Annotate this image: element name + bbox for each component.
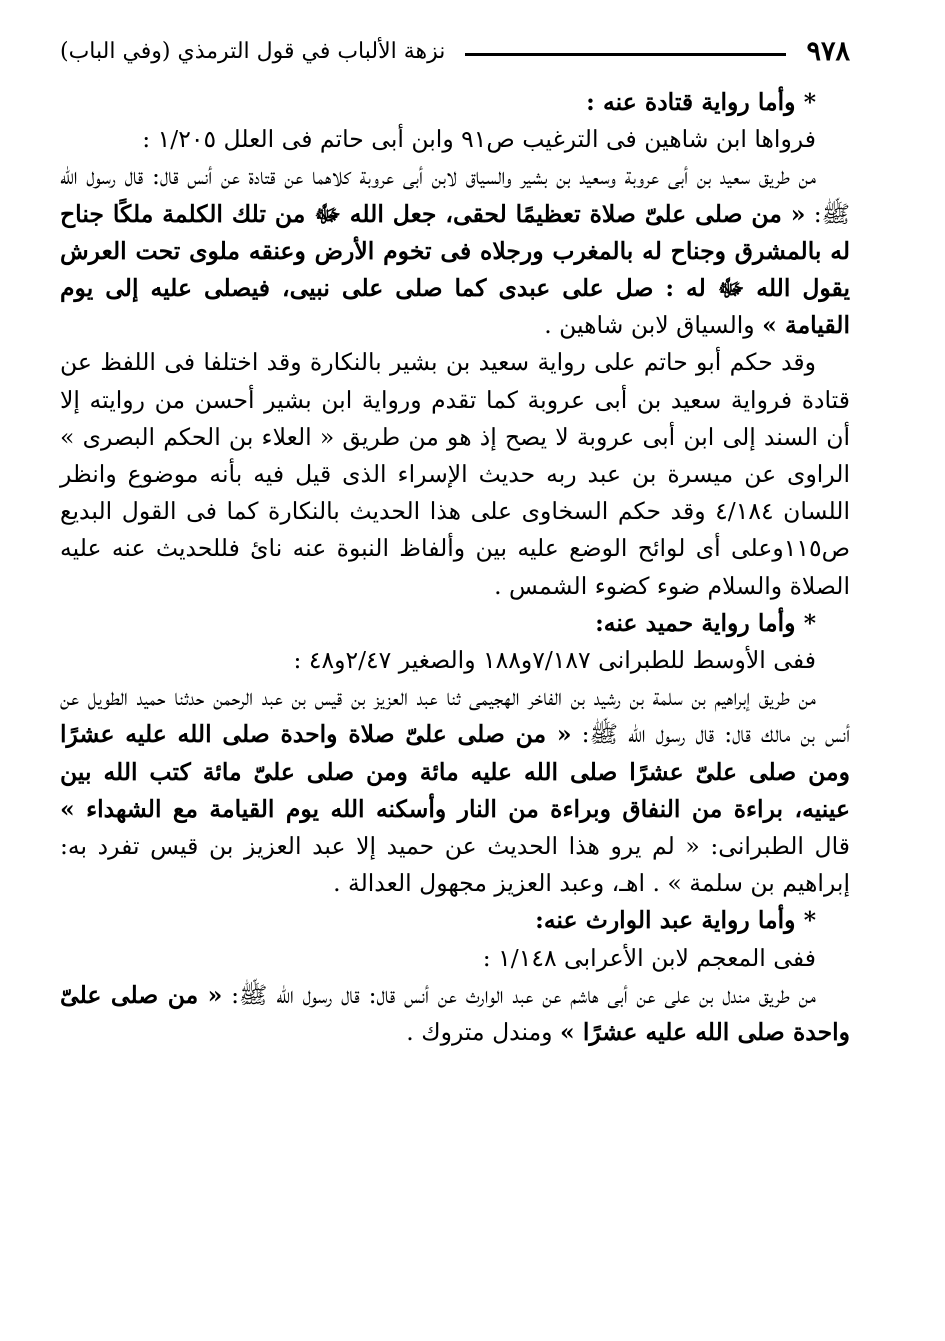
running-header bbox=[60, 28, 850, 76]
commentary-text: والسياق لابن شاهين . bbox=[544, 311, 763, 340]
hadith-paragraph-qatada bbox=[60, 158, 850, 344]
isnad-text: من طريق مندل بن على عن أبى هاشم عن عبد الوارث عن أنس قال: قال رسول الله ﷺ: bbox=[222, 980, 816, 1009]
running-title: نزهة الألباب في قول الترمذي (وفي الباب) bbox=[60, 39, 446, 64]
isnad-text: من طريق سعيد بن أبى عروبة وسعيد بن بشير والسياق لابن أبى عروبة كلاهما عن قتادة عن أنس قال: قال رسول الله ﷺ: bbox=[60, 162, 851, 228]
analysis-paragraph-qatada: وقد حكم أبو حاتم على رواية سعيد بن بشير بالنكارة وقد اختلفا فى اللفظ عن قتادة فرواية سعيد بن أبى عروبة كما تقدم ورواية ابن بشير أحسن من روايته إلا أن السند إلى ابن أبى عروبة لا يصح إذ هو من طريق « العلاء بن الحكم البصرى » الراوى عن ميسرة بن عبد ربه حديث الإسراء الذى قيل فيه بأنه موضوع وانظر اللسان ٤/١٨٤ وقد حكم السخاوى على هذا الحديث بالنكارة كما فى القول البديع ص١١٥وعلى أى لوائح الوضع عليه بين وألفاظ النبوة عنه نائ فللحديث عنه عليه الصلاة والسلام ضوء كضوء الشمس . bbox=[60, 348, 850, 600]
commentary-text: قال الطبرانى: « لم يرو هذا الحديث عن حميد إلا عبد العزيز بن قيس تفرد به: إبراهيم بن سلمة » . اهـ، وعبد العزيز مجهول العدالة . bbox=[60, 832, 850, 898]
isnad-text: من طريق إبراهيم بن سلمة بن رشيد بن الفاخر الهجيمى ثنا عبد العزيز بن قيس بن عبد الرحمن حدثنا حميد الطويل عن أنس بن مالك قال: قال رسول الله ﷺ: bbox=[60, 683, 851, 749]
hadith-paragraph-humayd bbox=[60, 679, 850, 902]
source-citation-abd-al-warith: ففى المعجم لابن الأعرابى ١/١٤٨ : bbox=[482, 943, 816, 972]
commentary-text: ومندل متروك . bbox=[406, 1018, 560, 1047]
header-rule bbox=[465, 53, 786, 56]
source-citation-qatada: فرواها ابن شاهين فى الترغيب ص٩١ وابن أبى حاتم فى العلل ١/٢٠٥ : bbox=[142, 125, 816, 154]
book-page bbox=[60, 28, 850, 1318]
hadith-matn: « من صلى علىّ صلاة واحدة صلى الله عليه عشرًا ومن صلى علىّ عشرًا صلى الله عليه مائة ومن صلى علىّ مائة كتب الله بين عينيه، براءة من النفاق وبراءة من النار وأسكنه الله يوم القيامة مع الشهداء » bbox=[60, 720, 850, 823]
section-heading-qatada: * وأما رواية قتادة عنه : bbox=[586, 88, 816, 116]
section-heading-humayd: * وأما رواية حميد عنه: bbox=[595, 608, 816, 637]
source-citation-humayd: ففى الأوسط للطبرانى ٧/١٨٧و١٨٨ والصغير ٢/٤٧و٤٨ : bbox=[293, 646, 816, 675]
section-heading-abd-al-warith: * وأما رواية عبد الوارث عنه: bbox=[535, 906, 816, 935]
hadith-paragraph-abd-al-warith bbox=[60, 977, 850, 1051]
hadith-matn: « من صلى علىّ واحدة صلى الله عليه عشرًا » bbox=[60, 980, 850, 1047]
page-number: ٩٧٨ bbox=[806, 36, 850, 67]
hadith-matn: « من صلى علىّ صلاة تعظيمًا لحقى، جعل الله ﷻ من تلك الكلمة ملكًا جناح له بالمشرق وجناح له بالمغرب ورجلاه فى تخوم الأرض وعنقه ملوى تحت العرش يقول الله ﷻ له : صل على عبدى كما صلى على نبيى، فيصلى عليه إلى يوم القيامة » bbox=[60, 199, 850, 340]
page-body bbox=[60, 84, 850, 1051]
